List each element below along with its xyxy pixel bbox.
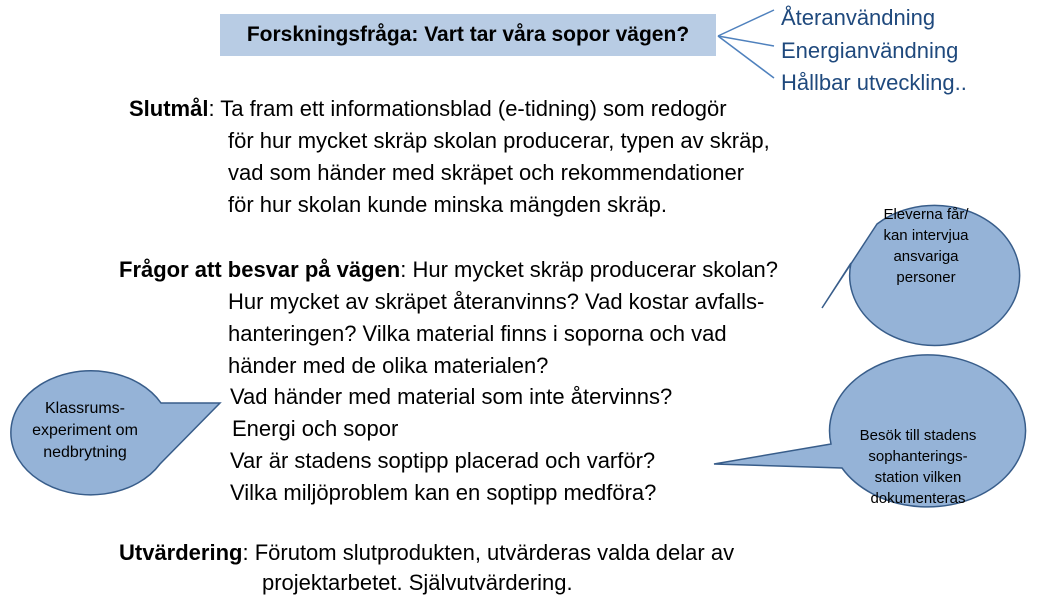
question-line: : Hur mycket skräp producerar skolan? bbox=[400, 257, 779, 282]
evaluation-line: : Förutom slutprodukten, utvärderas valda delar av bbox=[242, 540, 735, 565]
bubble-line: dokumenteras bbox=[870, 490, 966, 507]
bubble-line: sophanterings- bbox=[868, 448, 968, 465]
question-line: händer med de olika materialen? bbox=[228, 353, 549, 378]
bubble-line: kan intervjua bbox=[883, 227, 969, 244]
bubble-line: nedbrytning bbox=[43, 444, 127, 461]
connector-line bbox=[718, 36, 774, 46]
goal-line: för hur skolan kunde minska mängden skräp. bbox=[228, 192, 668, 217]
bubble-line: Klassrums- bbox=[44, 400, 125, 417]
goal-line: vad som händer med skräpet och rekommendationer bbox=[228, 160, 745, 185]
question-line: Energi och sopor bbox=[232, 416, 399, 441]
topic-reuse: Återanvändning bbox=[781, 5, 936, 30]
evaluation-label: Utvärdering bbox=[119, 540, 243, 565]
topic-energy: Energianvändning bbox=[781, 38, 959, 63]
connector-line bbox=[718, 36, 774, 78]
questions-label: Frågor att besvar på vägen bbox=[119, 257, 401, 282]
bubble-line: personer bbox=[896, 269, 956, 286]
experiment-bubble-text bbox=[10, 398, 160, 464]
evaluation-line: projektarbetet. Självutvärdering. bbox=[262, 570, 573, 595]
bubble-line: Besök till stadens bbox=[859, 427, 977, 444]
question-line: Vilka miljöproblem kan en soptipp medföra? bbox=[230, 480, 657, 505]
evaluation-first-line bbox=[119, 540, 734, 566]
question-line: Var är stadens soptipp placerad och varför? bbox=[230, 448, 656, 473]
question-line: hanteringen? Vilka material finns i soporna och vad bbox=[228, 321, 727, 346]
topic-sustainability: Hållbar utveckling.. bbox=[781, 70, 967, 95]
visit-bubble-text bbox=[848, 425, 988, 509]
goal-first-line bbox=[129, 96, 727, 122]
bubble-line: ansvariga bbox=[893, 248, 959, 265]
questions-first-line bbox=[119, 257, 778, 283]
research-question: Forskningsfråga: Vart tar våra sopor vägen? bbox=[246, 23, 690, 46]
bubble-line: station vilken bbox=[874, 469, 962, 486]
goal-line: för hur mycket skräp skolan producerar, typen av skräp, bbox=[228, 128, 770, 153]
topic-connectors bbox=[718, 10, 774, 78]
goal-label: Slutmål bbox=[129, 96, 209, 121]
bubble-line: experiment om bbox=[32, 422, 138, 439]
bubble-line: Eleverna får/ bbox=[883, 206, 969, 223]
goal-line: : Ta fram ett informationsblad (e-tidning) som redogör bbox=[208, 96, 727, 121]
question-line: Vad händer med material som inte återvinns? bbox=[230, 384, 673, 409]
interview-bubble-text bbox=[866, 204, 986, 288]
research-question-box bbox=[220, 14, 716, 56]
connector-line bbox=[718, 10, 774, 36]
question-line: Hur mycket av skräpet återanvinns? Vad kostar avfalls- bbox=[228, 289, 765, 314]
